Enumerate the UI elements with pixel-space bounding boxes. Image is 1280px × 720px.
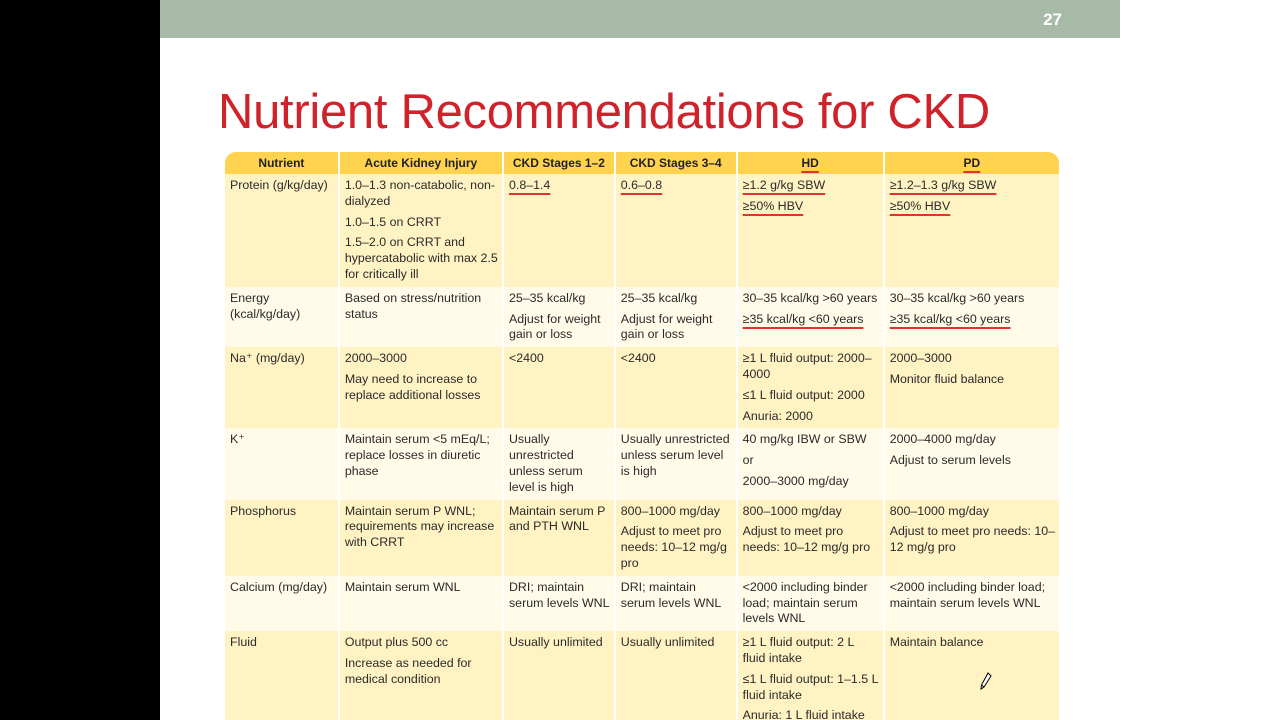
table-cell bbox=[616, 631, 736, 720]
cell-text: Adjust to serum levels bbox=[889, 453, 1011, 468]
cell-text: 2000–3000 bbox=[889, 351, 952, 366]
header-hd bbox=[738, 152, 883, 174]
table-cell bbox=[738, 576, 883, 631]
cell-text: Maintain serum <5 mEq/L; replace losses in diuretic phase bbox=[344, 432, 490, 478]
cell-text: Adjust for weight gain or loss bbox=[620, 311, 713, 342]
cell-text: <2000 including binder load; maintain serum levels WNL bbox=[742, 579, 868, 626]
pen-cursor-icon bbox=[980, 672, 992, 690]
table-cell bbox=[504, 287, 614, 347]
cell-text: 40 mg/kg IBW or SBW bbox=[742, 432, 867, 447]
header-pd bbox=[885, 152, 1059, 174]
cell-text: ≥50% HBV bbox=[889, 198, 951, 213]
table-cell bbox=[504, 428, 614, 499]
slide bbox=[160, 0, 1120, 720]
nutrient-cell bbox=[225, 500, 338, 576]
table-cell bbox=[504, 174, 614, 287]
table-row bbox=[225, 347, 1059, 428]
cell-text: 2000–3000 mg/day bbox=[742, 473, 849, 488]
cell-text: 0.6–0.8 bbox=[620, 178, 663, 192]
cell-text: <2400 bbox=[508, 351, 544, 366]
slide-title: Nutrient Recommendations for CKD bbox=[218, 85, 990, 139]
header-aki: Acute Kidney Injury bbox=[340, 152, 502, 174]
cell-text: 1.0–1.3 non-catabolic, non-dialyzed bbox=[344, 178, 495, 208]
cell-text: 2000–4000 mg/day bbox=[889, 432, 996, 447]
cell-text: ≥1 L fluid output: 2 L fluid intake bbox=[742, 635, 854, 665]
cell-text: DRI; maintain serum levels WNL bbox=[620, 579, 722, 610]
table-cell bbox=[885, 174, 1059, 287]
cell-text: May need to increase to replace additional losses bbox=[344, 371, 481, 402]
table-cell bbox=[340, 428, 502, 499]
cell-text: Adjust to meet pro needs: 10–12 mg/g pro bbox=[620, 524, 727, 570]
cell-text: ≥1 L fluid output: 2000–4000 bbox=[742, 351, 872, 381]
table-cell bbox=[340, 174, 502, 287]
nutrient-cell bbox=[225, 347, 338, 428]
table-cell bbox=[504, 631, 614, 720]
header-pd-label: PD bbox=[963, 156, 981, 170]
nutrient-label: K⁺ bbox=[230, 432, 245, 447]
cell-text: 1.5–2.0 on CRRT and hypercatabolic with max 2.5 for critically ill bbox=[344, 235, 498, 281]
table-cell bbox=[738, 287, 883, 347]
table-row bbox=[225, 631, 1059, 720]
table-cell bbox=[885, 347, 1059, 428]
nutrient-cell bbox=[225, 631, 338, 720]
cell-text: Maintain serum P and PTH WNL bbox=[508, 503, 606, 534]
table-cell bbox=[738, 174, 883, 287]
cell-text: Maintain balance bbox=[889, 635, 984, 650]
table-cell bbox=[885, 428, 1059, 499]
cell-text: ≥50% HBV bbox=[742, 198, 804, 213]
header-hd-label: HD bbox=[801, 156, 819, 170]
cell-text: Usually unrestricted unless serum level is high bbox=[620, 432, 730, 478]
table-cell bbox=[885, 631, 1059, 720]
cell-text: Increase as needed for medical condition bbox=[344, 655, 472, 686]
table-cell bbox=[504, 347, 614, 428]
cell-text: 25–35 kcal/kg bbox=[620, 290, 698, 305]
cell-text: or bbox=[742, 453, 754, 468]
table-cell bbox=[885, 576, 1059, 631]
nutrient-cell bbox=[225, 174, 338, 287]
table-cell bbox=[340, 631, 502, 720]
table-cell bbox=[340, 287, 502, 347]
cell-text: 800–1000 mg/day bbox=[620, 503, 720, 518]
cell-text: Maintain serum WNL bbox=[344, 579, 461, 594]
header-ckd-3-4: CKD Stages 3–4 bbox=[616, 152, 736, 174]
table-cell bbox=[616, 428, 736, 499]
nutrient-table bbox=[223, 152, 1061, 720]
nutrient-label: Energy (kcal/kg/day) bbox=[230, 290, 301, 321]
table-row bbox=[225, 428, 1059, 499]
cell-text: 30–35 kcal/kg >60 years bbox=[742, 290, 878, 305]
page-number: 27 bbox=[1043, 10, 1062, 29]
nutrient-label: Na⁺ (mg/day) bbox=[230, 351, 305, 366]
nutrient-cell bbox=[225, 287, 338, 347]
cell-text: 2000–3000 bbox=[344, 351, 407, 366]
table-row bbox=[225, 174, 1059, 287]
table-cell bbox=[885, 287, 1059, 347]
table-cell bbox=[504, 576, 614, 631]
cell-text: ≥1.2–1.3 g/kg SBW bbox=[889, 178, 997, 192]
cell-text: Usually unlimited bbox=[508, 635, 603, 650]
table-cell bbox=[616, 174, 736, 287]
cell-text: 800–1000 mg/day bbox=[889, 503, 989, 518]
cell-text: Anuria: 2000 bbox=[742, 408, 813, 423]
table-cell bbox=[340, 347, 502, 428]
nutrient-label: Protein (g/kg/day) bbox=[230, 178, 328, 192]
header-ckd-1-2: CKD Stages 1–2 bbox=[504, 152, 614, 174]
table-cell bbox=[738, 428, 883, 499]
table-cell bbox=[738, 631, 883, 720]
cell-text: ≥35 kcal/kg <60 years bbox=[889, 311, 1011, 326]
cell-text: Monitor fluid balance bbox=[889, 371, 1005, 386]
table-cell bbox=[616, 347, 736, 428]
slide-header-bar bbox=[160, 0, 1120, 38]
nutrient-label: Calcium (mg/day) bbox=[230, 579, 328, 594]
cell-text: Adjust for weight gain or loss bbox=[508, 311, 601, 342]
cell-text: ≥35 kcal/kg <60 years bbox=[742, 311, 864, 326]
nutrient-cell bbox=[225, 428, 338, 499]
table-cell bbox=[738, 347, 883, 428]
table-cell bbox=[738, 500, 883, 576]
table-cell bbox=[340, 500, 502, 576]
cell-text: 0.8–1.4 bbox=[508, 178, 551, 192]
nutrient-label: Phosphorus bbox=[230, 503, 297, 518]
cell-text: 1.0–1.5 on CRRT bbox=[344, 214, 442, 229]
table-row bbox=[225, 287, 1059, 347]
cell-text: ≥1.2 g/kg SBW bbox=[742, 178, 826, 192]
cell-text: <2400 bbox=[620, 351, 656, 366]
table-cell bbox=[616, 576, 736, 631]
cell-text: Usually unlimited bbox=[620, 635, 715, 650]
cell-text: ≤1 L fluid output: 1–1.5 L fluid intake bbox=[742, 671, 879, 702]
cell-text: <2000 including binder load; maintain serum levels WNL bbox=[889, 579, 1046, 610]
background-strip bbox=[1120, 0, 1280, 720]
nutrient-cell bbox=[225, 576, 338, 631]
cell-text: 30–35 kcal/kg >60 years bbox=[889, 290, 1025, 305]
cell-text: DRI; maintain serum levels WNL bbox=[508, 579, 610, 610]
table-row bbox=[225, 500, 1059, 576]
table-header-row bbox=[225, 152, 1059, 174]
table-cell bbox=[340, 576, 502, 631]
cell-text: Anuria: 1 L fluid intake bbox=[742, 708, 865, 720]
table-cell bbox=[885, 500, 1059, 576]
header-nutrient: Nutrient bbox=[225, 152, 338, 174]
cell-text: ≤1 L fluid output: 2000 bbox=[742, 387, 865, 402]
cell-text: Output plus 500 cc bbox=[344, 635, 449, 650]
nutrient-label: Fluid bbox=[230, 635, 257, 650]
cell-text: Based on stress/nutrition status bbox=[344, 290, 482, 321]
cell-text: Maintain serum P WNL; requirements may increase with CRRT bbox=[344, 503, 495, 550]
table-row bbox=[225, 576, 1059, 631]
table-cell bbox=[504, 500, 614, 576]
cell-text: Adjust to meet pro needs: 10–12 mg/g pro bbox=[742, 524, 871, 555]
table-cell bbox=[616, 287, 736, 347]
cell-text: 800–1000 mg/day bbox=[742, 503, 842, 518]
table-cell bbox=[616, 500, 736, 576]
cell-text: Usually unrestricted unless serum level is high bbox=[508, 432, 583, 494]
cell-text: Adjust to meet pro needs: 10–12 mg/g pro bbox=[889, 524, 1056, 555]
cell-text: 25–35 kcal/kg bbox=[508, 290, 586, 305]
